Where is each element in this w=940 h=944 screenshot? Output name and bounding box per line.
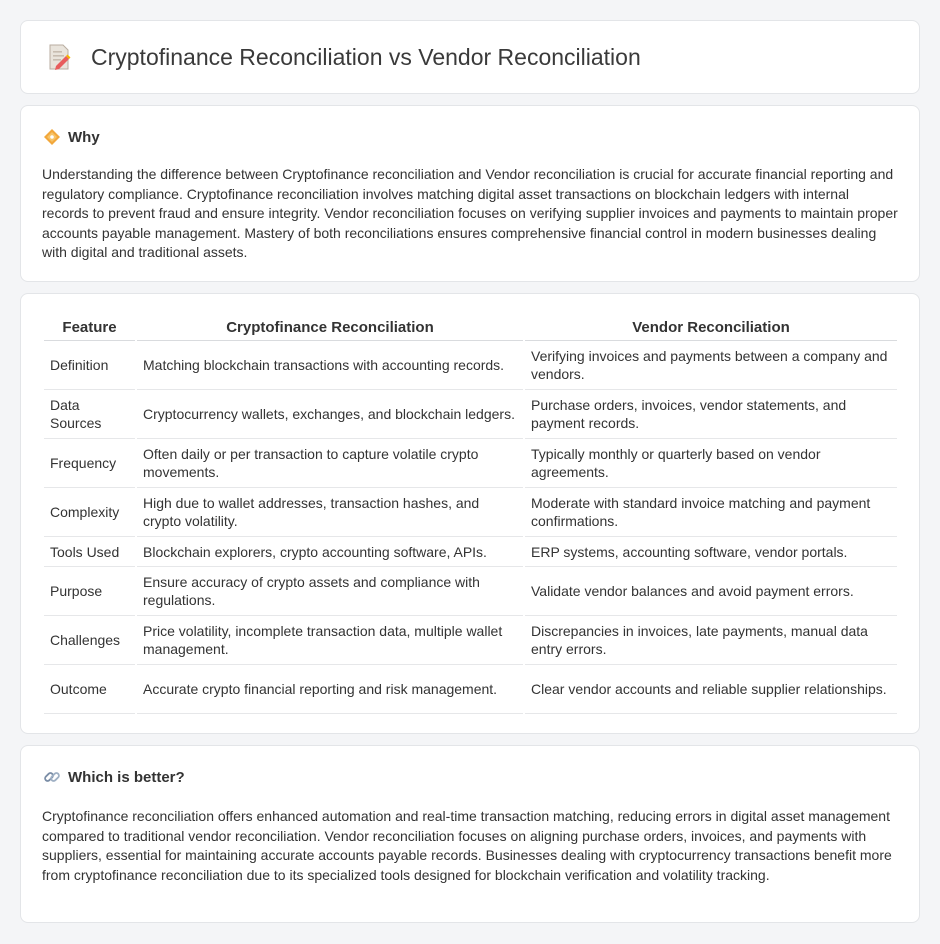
feature-cell: Purpose <box>44 567 135 616</box>
crypto-cell: Often daily or per transaction to capture volatile crypto movements. <box>137 439 523 488</box>
crypto-cell: Cryptocurrency wallets, exchanges, and blockchain ledgers. <box>137 390 523 439</box>
link-icon <box>43 768 61 786</box>
table-row <box>44 390 897 439</box>
table-row <box>44 488 897 537</box>
feature-cell: Frequency <box>44 439 135 488</box>
table-row <box>44 665 897 714</box>
why-text: Understanding the difference between Cryptofinance reconciliation and Vendor reconciliation is crucial for accurate financial reporting and regulatory compliance. Cryptofinance reconciliation involves matching digital asset transactions on blockchain ledgers with internal records to prevent fraud and ensure integrity. Vendor reconciliation focuses on verifying supplier invoices and payments to maintain proper accounts payable management. Mastery of both reconciliations ensures comprehensive financial control in modern businesses dealing with digital and traditional assets. <box>42 166 898 260</box>
table-row <box>44 537 897 567</box>
crypto-cell: High due to wallet addresses, transaction hashes, and crypto volatility. <box>137 488 523 537</box>
why-card <box>20 105 920 282</box>
vendor-cell: Purchase orders, invoices, vendor statements, and payment records. <box>525 390 897 439</box>
header-vendor: Vendor Reconciliation <box>525 314 897 341</box>
table-row <box>44 567 897 616</box>
crypto-cell: Accurate crypto financial reporting and risk management. <box>137 665 523 714</box>
table-row <box>44 439 897 488</box>
vendor-cell: Moderate with standard invoice matching and payment confirmations. <box>525 488 897 537</box>
document-pencil-icon <box>47 43 71 71</box>
vendor-cell: Verifying invoices and payments between a company and vendors. <box>525 341 897 390</box>
header-card <box>20 20 920 94</box>
why-heading <box>43 128 100 146</box>
crypto-cell: Ensure accuracy of crypto assets and compliance with regulations. <box>137 567 523 616</box>
diamond-icon <box>43 128 61 146</box>
better-text: Cryptofinance reconciliation offers enhanced automation and real-time transaction matching, reducing errors in digital asset management compared to traditional vendor reconciliation. Vendor reconciliation focuses on aligning purchase orders, invoices, and payments with suppliers, essential for maintaining accurate accounts payable records. Businesses dealing with cryptocurrency transactions benefit more from cryptofinance reconciliation due to its specialized tools designed for blockchain verification and volatility tracking. <box>42 808 892 883</box>
page-title: Cryptofinance Reconciliation vs Vendor Reconciliation <box>91 43 641 70</box>
why-title: Why <box>68 128 100 146</box>
better-card <box>20 745 920 923</box>
table-header-row <box>44 314 897 341</box>
better-title: Which is better? <box>68 768 185 786</box>
header-feature: Feature <box>44 314 135 341</box>
crypto-cell: Matching blockchain transactions with accounting records. <box>137 341 523 390</box>
crypto-cell: Blockchain explorers, crypto accounting software, APIs. <box>137 537 523 567</box>
feature-cell: Outcome <box>44 665 135 714</box>
vendor-cell: Clear vendor accounts and reliable supplier relationships. <box>525 665 897 714</box>
feature-cell: Challenges <box>44 616 135 665</box>
header-crypto: Cryptofinance Reconciliation <box>137 314 523 341</box>
vendor-cell: Typically monthly or quarterly based on vendor agreements. <box>525 439 897 488</box>
feature-cell: Tools Used <box>44 537 135 567</box>
vendor-cell: Validate vendor balances and avoid payment errors. <box>525 567 897 616</box>
crypto-cell: Price volatility, incomplete transaction data, multiple wallet management. <box>137 616 523 665</box>
feature-cell: Data Sources <box>44 390 135 439</box>
vendor-cell: ERP systems, accounting software, vendor portals. <box>525 537 897 567</box>
comparison-card <box>20 293 920 734</box>
feature-cell: Definition <box>44 341 135 390</box>
table-row <box>44 341 897 390</box>
vendor-cell: Discrepancies in invoices, late payments, manual data entry errors. <box>525 616 897 665</box>
title-row <box>47 43 641 71</box>
comparison-table <box>42 314 899 714</box>
feature-cell: Complexity <box>44 488 135 537</box>
table-row <box>44 616 897 665</box>
better-heading <box>43 768 185 786</box>
